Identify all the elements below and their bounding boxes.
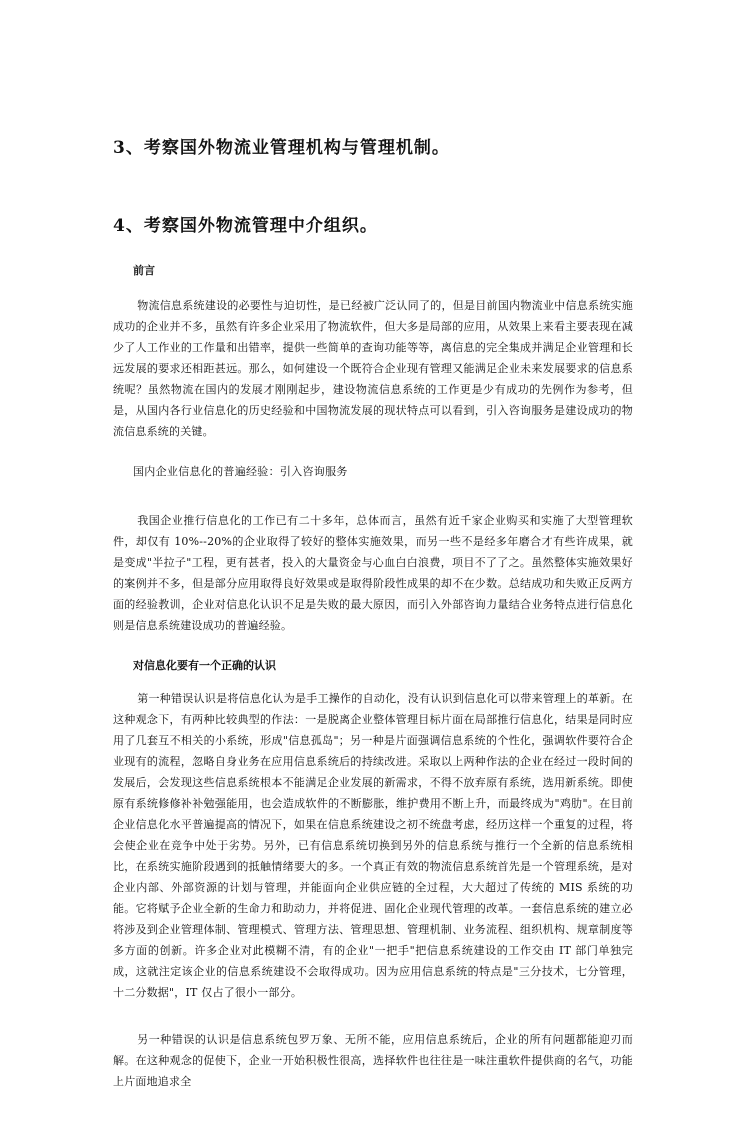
paragraph-intro: 物流信息系统建设的必要性与迫切性，是已经被广泛认同了的，但是目前国内物流业中信息系统实施成功的企业并不多，虽然有许多企业采用了物流软件，但大多是局部的应用，从效果上来看主要表现在减少了人工作业的工作量和出错率，提供一些简单的查询功能等等，离信息的完全集成并满足企业管理和长远发展的要求还相距甚远。那么，如何建设一个既符合企业现有管理又能满足企业未来发展要求的信息系统呢？虽然物流在国内的发展才刚刚起步，建设物流信息系统的工作更是少有成功的先例作为参考，但是，从国内各行业信息化的历史经验和中国物流发展的现状特点可以看到，引入咨询服务是建设成功的物流信息系统的关键。 — [113, 299, 633, 438]
paragraph-first-misconception: 第一种错误认识是将信息化认为是手工操作的自动化，没有认识到信息化可以带来管理上的革新。在这种观念下，有两种比较典型的作法：一是脱离企业整体管理目标片面在局部推行信息化，结果是同时应用了几套互不相关的小系统，形成"信息孤岛"；另一种是片面强调信息系统的个性化，强调软件要符合企业现有的流程，忽略自身业务在应用信息系统后的持续改进。采取以上两种作法的企业在经过一段时间的发展后，会发现这些信息系统根本不能满足企业发展的新需求，不得不放弃原有系统，选用新系统。即使原有系统修修补补勉强能用，也会造成软件的不断膨胀，维护费用不断上升，而最终成为"鸡肋"。在目前企业信息化水平普遍提高的情况下，如果在信息系统建设之初不统盘考虑，经历这样一个重复的过程，将会使企业在竞争中处于劣势。另外，已有信息系统切换到另外的信息系统与推行一个全新的信息系统相比，在系统实施阶段遇到的抵触情绪要大的多。一个真正有效的物流信息系统首先是一个管理系统，是对企业内部、外部资源的计划与管理，并能面向企业供应链的全过程，大大超过了传统的 MIS 系统的功能。它将赋予企业全新的生命力和助动力，并将促进、固化企业现代管理的改革。一套信息系统的建立必将涉及到企业管理体制、管理模式、管理方法、管理思想、管理机制、业务流程、组织机构、规章制度等多方面的创新。许多企业对此模糊不清，有的企业"一把手"把信息系统建设的工作交由 IT 部门单独完成，这就注定该企业的信息系统建设不会取得成功。因为应用信息系统的特点是"三分技术，七分管理，十二分数据"，IT 仅占了很小一部分。 — [113, 692, 633, 999]
paragraph-experience: 我国企业推行信息化的工作已有二十多年，总体而言，虽然有近千家企业购买和实施了大型管理软件，却仅有 10%--20%的企业取得了较好的整体实施效果，而另一些不是经多年磨合才有些许成果，就是变成"半拉子"工程，更有甚者，投入的大量资金与心血白白浪费，项目不了了之。虽然整体实施效果好的案例并不多，但是部分应用取得良好效果或是取得阶段性成果的却不在少数。总结成功和失败正反两方面的经验教训，企业对信息化认识不足是失败的最大原因，而引入外部咨询力量结合业务特点进行信息化则是信息系统建设成功的普遍经验。 — [113, 514, 633, 632]
subtitle-correct-understanding: 对信息化要有一个正确的认识 — [133, 659, 276, 672]
preface-title: 前言 — [133, 264, 155, 277]
paragraph-second-misconception: 另一种错误的认识是信息系统包罗万象、无所不能，应用信息系统后，企业的所有问题都能迎刃而解。在这种观念的促使下，企业一开始积极性很高，选择软件也往往是一味注重软件提供商的名气，功能上片面地追求全 — [113, 1033, 633, 1088]
heading-3: 3、考察国外物流业管理机构与管理机制。 — [113, 138, 450, 158]
section-note: 国内企业信息化的普遍经验：引入咨询服务 — [133, 465, 348, 478]
heading-4: 4、考察国外物流管理中介组织。 — [113, 216, 378, 236]
